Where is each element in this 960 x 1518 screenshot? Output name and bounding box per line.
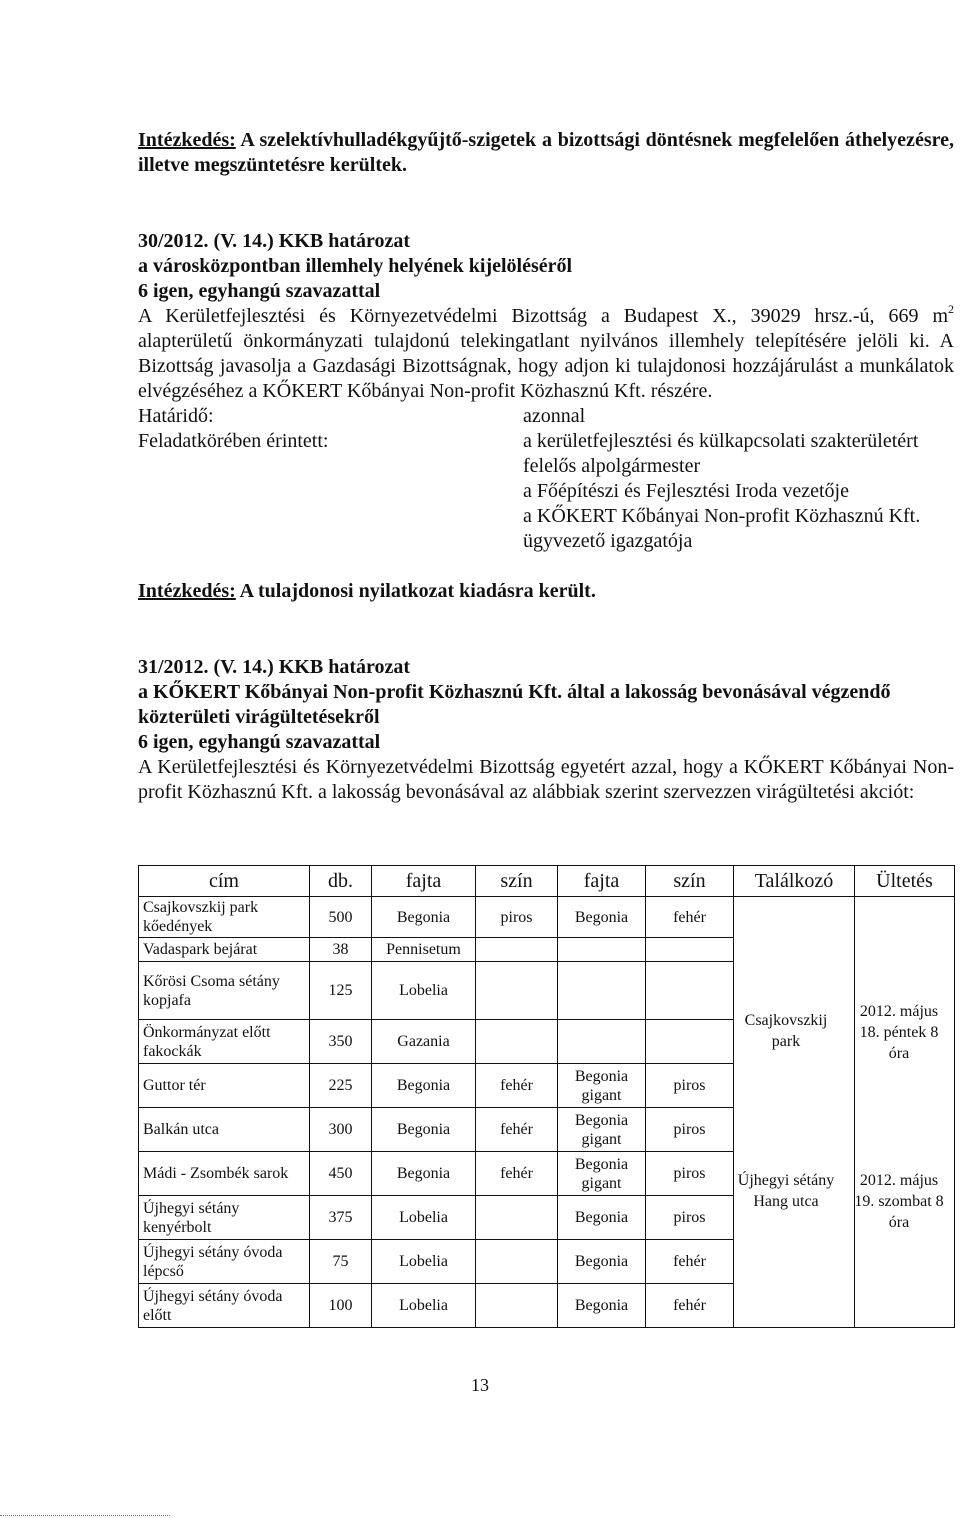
- column-header: szín: [476, 866, 558, 897]
- cell-species: Begonia gigant: [558, 1064, 646, 1108]
- resolution-30-text-b: alapterületű önkormányzati tulajdonú telekingatlant nyilvános illemhely telepítésére jelöli ki. A Bizottság javasolja a Gazdasági Bizottságnak, hogy adjon ki tulajdonosi hozzájárulást a munkálatok elvégzéséhez a KŐKERT Kőbányai Non-profit Közhasznú Kft. részére.: [138, 330, 954, 402]
- cell-color: piros: [646, 1196, 734, 1240]
- cell-species: Begonia: [372, 1108, 476, 1152]
- cell-color: piros: [476, 897, 558, 938]
- cell-location: Mádi - Zsombék sarok: [139, 1152, 310, 1196]
- cell-species: Begonia: [558, 1196, 646, 1240]
- scan-artifact-line: [0, 1515, 170, 1517]
- cell-count: 500: [310, 897, 372, 938]
- cell-location: Kőrösi Csoma sétány kopjafa: [139, 962, 310, 1020]
- deadline-value: azonnal: [523, 405, 586, 427]
- cell-count: 375: [310, 1196, 372, 1240]
- cell-color: [646, 938, 734, 962]
- page-number: 13: [471, 1375, 489, 1395]
- column-header: szín: [646, 866, 734, 897]
- cell-location: Balkán utca: [139, 1108, 310, 1152]
- cell-species: Begonia: [372, 1064, 476, 1108]
- meeting-point-1: Csajkovszkij park: [744, 1012, 828, 1050]
- cell-color: fehér: [476, 1152, 558, 1196]
- responsible-row: [138, 429, 954, 554]
- cell-location: Újhegyi sétány kenyérbolt: [139, 1196, 310, 1240]
- cell-species: [558, 938, 646, 962]
- cell-color: [476, 938, 558, 962]
- resolution-30-vote: 6 igen, egyhangú szavazattal: [138, 280, 381, 302]
- deadline-label: Határidő:: [138, 405, 214, 427]
- resolution-31-text: A Kerületfejlesztési és Környezetvédelmi Bizottság egyetért azzal, hogy a KŐKERT Kőbányai Non-profit Közhasznú Kft. a lakosság bevonásával az alábbiak szerint szervezzen virágültetési akciót:: [138, 756, 954, 803]
- cell-location: Csajkovszkij park kőedények: [139, 897, 310, 938]
- meeting-point-2: Újhegyi sétány Hang utca: [737, 1172, 835, 1210]
- table-row: [139, 897, 955, 938]
- cell-color: [476, 1196, 558, 1240]
- action-paragraph: [138, 128, 954, 178]
- area-unit-superscript: 2: [948, 302, 954, 316]
- cell-count: 38: [310, 938, 372, 962]
- resolution-30-title: a városközpontban illemhely helyének kijelöléséről: [138, 255, 573, 277]
- cell-color: fehér: [646, 1284, 734, 1328]
- cell-color: fehér: [476, 1108, 558, 1152]
- table-header-row: [139, 866, 955, 897]
- cell-empty: [734, 897, 855, 1328]
- cell-color: fehér: [476, 1064, 558, 1108]
- resolution-30-text: [138, 304, 954, 404]
- cell-location: Önkormányzat előtt fakockák: [139, 1020, 310, 1064]
- cell-species: Lobelia: [372, 1240, 476, 1284]
- responsible-item: a kerületfejlesztési és külkapcsolati szakterületért felelős alpolgármester: [523, 430, 919, 477]
- cell-location: Guttor tér: [139, 1064, 310, 1108]
- cell-species: [558, 962, 646, 1020]
- cell-color: piros: [646, 1152, 734, 1196]
- resolution-31-number: 31/2012. (V. 14.) KKB határozat: [138, 656, 411, 678]
- responsible-list: [523, 429, 954, 554]
- cell-color: [476, 1284, 558, 1328]
- cell-count: 300: [310, 1108, 372, 1152]
- resolution-30-number: 30/2012. (V. 14.) KKB határozat: [138, 230, 411, 252]
- cell-color: piros: [646, 1108, 734, 1152]
- responsible-item: a Főépítészi és Fejlesztési Iroda vezetője: [523, 480, 849, 502]
- cell-species: Lobelia: [372, 962, 476, 1020]
- column-header: cím: [139, 866, 310, 897]
- cell-color: [476, 1240, 558, 1284]
- action-text: A tulajdonosi nyilatkozat kiadásra került.: [235, 580, 596, 602]
- action-label: Intézkedés:: [138, 580, 236, 602]
- cell-species: Lobelia: [372, 1196, 476, 1240]
- cell-color: [646, 1020, 734, 1064]
- cell-species: Begonia gigant: [558, 1152, 646, 1196]
- cell-color: fehér: [646, 1240, 734, 1284]
- column-header: db.: [310, 866, 372, 897]
- document-body: [138, 128, 954, 805]
- resolution-31-title: a KŐKERT Kőbányai Non-profit Közhasznú Kft. által a lakosság bevonásával végzendő közterületi virágültetésekről: [138, 681, 891, 728]
- resolution-30-action: [138, 579, 954, 604]
- cell-location: Újhegyi sétány óvoda lépcső: [139, 1240, 310, 1284]
- cell-empty: [855, 897, 955, 1328]
- cell-species: Begonia: [372, 897, 476, 938]
- cell-location: Vadaspark bejárat: [139, 938, 310, 962]
- cell-species: Begonia: [558, 1240, 646, 1284]
- cell-count: 100: [310, 1284, 372, 1328]
- cell-location: Újhegyi sétány óvoda előtt: [139, 1284, 310, 1328]
- action-label: Intézkedés:: [138, 129, 236, 151]
- responsible-label: Feladatkörében érintett:: [138, 430, 329, 452]
- cell-color: piros: [646, 1064, 734, 1108]
- cell-count: 450: [310, 1152, 372, 1196]
- cell-species: [558, 1020, 646, 1064]
- action-text: A szelektívhulladékgyűjtő-szigetek a bizottsági döntésnek megfelelően áthelyezésre, illetve megszüntetésre kerültek.: [138, 129, 954, 176]
- cell-species: Begonia: [558, 897, 646, 938]
- planting-time-2: 2012. május 19. szombat 8 óra: [854, 1172, 944, 1231]
- column-header: Ültetés: [855, 866, 955, 897]
- planting-table: [138, 865, 955, 1328]
- cell-species: Pennisetum: [372, 938, 476, 962]
- cell-species: Begonia gigant: [558, 1108, 646, 1152]
- deadline-row: [138, 404, 954, 429]
- responsible-item: a KŐKERT Kőbányai Non-profit Közhasznú Kft. ügyvezető igazgatója: [523, 505, 921, 552]
- cell-species: Begonia: [558, 1284, 646, 1328]
- planting-time-1: 2012. május 18. péntek 8 óra: [859, 1003, 939, 1062]
- cell-color: fehér: [646, 897, 734, 938]
- cell-count: 75: [310, 1240, 372, 1284]
- cell-species: Begonia: [372, 1152, 476, 1196]
- column-header: fajta: [372, 866, 476, 897]
- column-header: fajta: [558, 866, 646, 897]
- cell-color: [476, 962, 558, 1020]
- cell-count: 125: [310, 962, 372, 1020]
- cell-species: Lobelia: [372, 1284, 476, 1328]
- cell-color: [646, 962, 734, 1020]
- resolution-30-text-a: A Kerületfejlesztési és Környezetvédelmi Bizottság a Budapest X., 39029 hrsz.-ú, 669 m: [138, 305, 948, 327]
- cell-color: [476, 1020, 558, 1064]
- cell-species: Gazania: [372, 1020, 476, 1064]
- cell-count: 350: [310, 1020, 372, 1064]
- column-header: Találkozó: [734, 866, 855, 897]
- cell-count: 225: [310, 1064, 372, 1108]
- resolution-31-vote: 6 igen, egyhangú szavazattal: [138, 731, 381, 753]
